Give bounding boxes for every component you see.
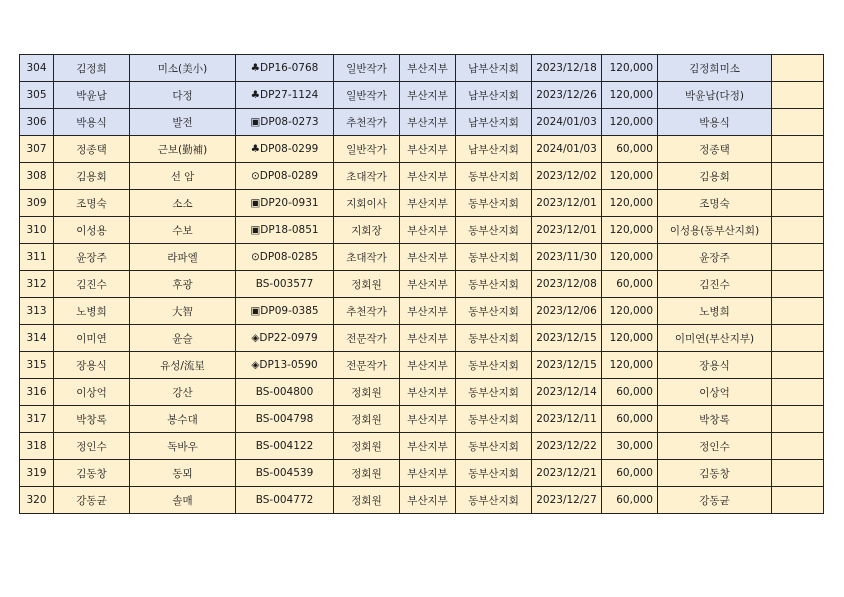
table-row xyxy=(20,379,824,406)
chapter-cell: 남부산지회 xyxy=(456,136,532,163)
depositor-cell: 정인수 xyxy=(658,433,772,460)
depositor-cell: 이성용(동부산지회) xyxy=(658,217,772,244)
chapter-cell: 동부산지회 xyxy=(456,217,532,244)
depositor-cell: 박윤남(다정) xyxy=(658,82,772,109)
note-cell xyxy=(772,460,824,487)
pen-name-cell: 근보(勤補) xyxy=(130,136,236,163)
member-table xyxy=(19,54,824,514)
grade-cell: 정회원 xyxy=(334,406,400,433)
row-number-cell: 313 xyxy=(20,298,54,325)
grade-cell: 일반작가 xyxy=(334,55,400,82)
row-number-cell: 312 xyxy=(20,271,54,298)
note-cell xyxy=(772,82,824,109)
note-cell xyxy=(772,55,824,82)
branch-cell: 부산지부 xyxy=(400,55,456,82)
branch-cell: 부산지부 xyxy=(400,271,456,298)
chapter-cell: 동부산지회 xyxy=(456,271,532,298)
pen-name-cell: 솔매 xyxy=(130,487,236,514)
branch-cell: 부산지부 xyxy=(400,379,456,406)
member-code-cell: ⊙DP08-0285 xyxy=(236,244,334,271)
table-row xyxy=(20,460,824,487)
note-cell xyxy=(772,244,824,271)
member-name-cell: 노병희 xyxy=(54,298,130,325)
branch-cell: 부산지부 xyxy=(400,244,456,271)
payment-date-cell: 2023/12/01 xyxy=(532,217,602,244)
member-name-cell: 이미연 xyxy=(54,325,130,352)
row-number-cell: 320 xyxy=(20,487,54,514)
table-row xyxy=(20,55,824,82)
branch-cell: 부산지부 xyxy=(400,433,456,460)
grade-cell: 추천작가 xyxy=(334,298,400,325)
table-row xyxy=(20,109,824,136)
grade-cell: 지회장 xyxy=(334,217,400,244)
member-name-cell: 이성용 xyxy=(54,217,130,244)
row-number-cell: 315 xyxy=(20,352,54,379)
chapter-cell: 동부산지회 xyxy=(456,298,532,325)
member-name-cell: 김동창 xyxy=(54,460,130,487)
pen-name-cell: 유성/流星 xyxy=(130,352,236,379)
note-cell xyxy=(772,406,824,433)
amount-cell: 60,000 xyxy=(602,136,658,163)
amount-cell: 60,000 xyxy=(602,406,658,433)
grade-cell: 정회원 xyxy=(334,379,400,406)
depositor-cell: 김동창 xyxy=(658,460,772,487)
chapter-cell: 동부산지회 xyxy=(456,487,532,514)
grade-cell: 전문작가 xyxy=(334,325,400,352)
member-name-cell: 김용회 xyxy=(54,163,130,190)
branch-cell: 부산지부 xyxy=(400,136,456,163)
note-cell xyxy=(772,163,824,190)
member-code-cell: ♣DP27-1124 xyxy=(236,82,334,109)
grade-cell: 정회원 xyxy=(334,487,400,514)
pen-name-cell: 강산 xyxy=(130,379,236,406)
table-row xyxy=(20,433,824,460)
member-name-cell: 이상억 xyxy=(54,379,130,406)
member-code-cell: ♣DP16-0768 xyxy=(236,55,334,82)
table-row xyxy=(20,352,824,379)
payment-date-cell: 2023/12/02 xyxy=(532,163,602,190)
note-cell xyxy=(772,109,824,136)
grade-cell: 일반작가 xyxy=(334,82,400,109)
table-row xyxy=(20,298,824,325)
branch-cell: 부산지부 xyxy=(400,217,456,244)
note-cell xyxy=(772,136,824,163)
grade-cell: 전문작가 xyxy=(334,352,400,379)
depositor-cell: 이미연(부산지부) xyxy=(658,325,772,352)
chapter-cell: 동부산지회 xyxy=(456,352,532,379)
member-code-cell: ▣DP18-0851 xyxy=(236,217,334,244)
row-number-cell: 314 xyxy=(20,325,54,352)
member-name-cell: 강동균 xyxy=(54,487,130,514)
member-name-cell: 정인수 xyxy=(54,433,130,460)
amount-cell: 120,000 xyxy=(602,325,658,352)
member-code-cell: ◈DP13-0590 xyxy=(236,352,334,379)
amount-cell: 120,000 xyxy=(602,109,658,136)
payment-date-cell: 2023/12/26 xyxy=(532,82,602,109)
payment-date-cell: 2023/12/22 xyxy=(532,433,602,460)
table-body xyxy=(20,55,824,514)
note-cell xyxy=(772,298,824,325)
grade-cell: 추천작가 xyxy=(334,109,400,136)
chapter-cell: 동부산지회 xyxy=(456,190,532,217)
pen-name-cell: 독바우 xyxy=(130,433,236,460)
branch-cell: 부산지부 xyxy=(400,109,456,136)
depositor-cell: 윤장주 xyxy=(658,244,772,271)
chapter-cell: 동부산지회 xyxy=(456,325,532,352)
branch-cell: 부산지부 xyxy=(400,487,456,514)
member-code-cell: ◈DP22-0979 xyxy=(236,325,334,352)
chapter-cell: 동부산지회 xyxy=(456,460,532,487)
depositor-cell: 김정희미소 xyxy=(658,55,772,82)
branch-cell: 부산지부 xyxy=(400,190,456,217)
chapter-cell: 동부산지회 xyxy=(456,163,532,190)
pen-name-cell: 미소(美小) xyxy=(130,55,236,82)
payment-date-cell: 2023/11/30 xyxy=(532,244,602,271)
amount-cell: 60,000 xyxy=(602,379,658,406)
payment-date-cell: 2023/12/01 xyxy=(532,190,602,217)
member-code-cell: ♣DP08-0299 xyxy=(236,136,334,163)
table-row xyxy=(20,325,824,352)
member-code-cell: ▣DP20-0931 xyxy=(236,190,334,217)
member-name-cell: 박윤남 xyxy=(54,82,130,109)
member-code-cell: ▣DP09-0385 xyxy=(236,298,334,325)
grade-cell: 정회원 xyxy=(334,460,400,487)
chapter-cell: 동부산지회 xyxy=(456,406,532,433)
pen-name-cell: 동뫼 xyxy=(130,460,236,487)
pen-name-cell: 선 암 xyxy=(130,163,236,190)
branch-cell: 부산지부 xyxy=(400,460,456,487)
table-row xyxy=(20,244,824,271)
payment-date-cell: 2023/12/27 xyxy=(532,487,602,514)
table-row xyxy=(20,217,824,244)
member-code-cell: BS-003577 xyxy=(236,271,334,298)
row-number-cell: 319 xyxy=(20,460,54,487)
member-name-cell: 박용식 xyxy=(54,109,130,136)
depositor-cell: 이상억 xyxy=(658,379,772,406)
payment-date-cell: 2023/12/11 xyxy=(532,406,602,433)
member-code-cell: BS-004798 xyxy=(236,406,334,433)
table-row xyxy=(20,406,824,433)
grade-cell: 지회이사 xyxy=(334,190,400,217)
chapter-cell: 동부산지회 xyxy=(456,433,532,460)
member-code-cell: ▣DP08-0273 xyxy=(236,109,334,136)
note-cell xyxy=(772,217,824,244)
note-cell xyxy=(772,433,824,460)
payment-date-cell: 2023/12/14 xyxy=(532,379,602,406)
grade-cell: 정회원 xyxy=(334,433,400,460)
row-number-cell: 309 xyxy=(20,190,54,217)
member-code-cell: BS-004800 xyxy=(236,379,334,406)
member-name-cell: 박창록 xyxy=(54,406,130,433)
depositor-cell: 정종택 xyxy=(658,136,772,163)
grade-cell: 초대작가 xyxy=(334,244,400,271)
member-name-cell: 정종택 xyxy=(54,136,130,163)
branch-cell: 부산지부 xyxy=(400,325,456,352)
chapter-cell: 남부산지회 xyxy=(456,82,532,109)
depositor-cell: 노병희 xyxy=(658,298,772,325)
depositor-cell: 강동균 xyxy=(658,487,772,514)
member-code-cell: BS-004122 xyxy=(236,433,334,460)
amount-cell: 120,000 xyxy=(602,55,658,82)
row-number-cell: 310 xyxy=(20,217,54,244)
member-name-cell: 김진수 xyxy=(54,271,130,298)
branch-cell: 부산지부 xyxy=(400,406,456,433)
depositor-cell: 박창록 xyxy=(658,406,772,433)
branch-cell: 부산지부 xyxy=(400,298,456,325)
payment-date-cell: 2024/01/03 xyxy=(532,136,602,163)
amount-cell: 30,000 xyxy=(602,433,658,460)
depositor-cell: 장용식 xyxy=(658,352,772,379)
payment-date-cell: 2023/12/08 xyxy=(532,271,602,298)
table-row xyxy=(20,136,824,163)
note-cell xyxy=(772,190,824,217)
row-number-cell: 307 xyxy=(20,136,54,163)
payment-date-cell: 2024/01/03 xyxy=(532,109,602,136)
payment-date-cell: 2023/12/18 xyxy=(532,55,602,82)
chapter-cell: 동부산지회 xyxy=(456,244,532,271)
member-code-cell: BS-004539 xyxy=(236,460,334,487)
branch-cell: 부산지부 xyxy=(400,352,456,379)
depositor-cell: 조명숙 xyxy=(658,190,772,217)
amount-cell: 60,000 xyxy=(602,271,658,298)
depositor-cell: 김진수 xyxy=(658,271,772,298)
pen-name-cell: 수보 xyxy=(130,217,236,244)
table-row xyxy=(20,82,824,109)
chapter-cell: 동부산지회 xyxy=(456,379,532,406)
note-cell xyxy=(772,325,824,352)
depositor-cell: 김용회 xyxy=(658,163,772,190)
row-number-cell: 305 xyxy=(20,82,54,109)
pen-name-cell: 윤슬 xyxy=(130,325,236,352)
row-number-cell: 318 xyxy=(20,433,54,460)
payment-date-cell: 2023/12/06 xyxy=(532,298,602,325)
row-number-cell: 304 xyxy=(20,55,54,82)
grade-cell: 초대작가 xyxy=(334,163,400,190)
amount-cell: 60,000 xyxy=(602,487,658,514)
pen-name-cell: 라파엘 xyxy=(130,244,236,271)
note-cell xyxy=(772,487,824,514)
chapter-cell: 남부산지회 xyxy=(456,55,532,82)
note-cell xyxy=(772,271,824,298)
row-number-cell: 317 xyxy=(20,406,54,433)
member-code-cell: ⊙DP08-0289 xyxy=(236,163,334,190)
note-cell xyxy=(772,379,824,406)
member-name-cell: 김정희 xyxy=(54,55,130,82)
table-row xyxy=(20,271,824,298)
amount-cell: 120,000 xyxy=(602,352,658,379)
pen-name-cell: 소소 xyxy=(130,190,236,217)
amount-cell: 120,000 xyxy=(602,298,658,325)
amount-cell: 120,000 xyxy=(602,244,658,271)
branch-cell: 부산지부 xyxy=(400,82,456,109)
payment-date-cell: 2023/12/15 xyxy=(532,325,602,352)
pen-name-cell: 발전 xyxy=(130,109,236,136)
member-code-cell: BS-004772 xyxy=(236,487,334,514)
chapter-cell: 남부산지회 xyxy=(456,109,532,136)
payment-date-cell: 2023/12/21 xyxy=(532,460,602,487)
pen-name-cell: 봉수대 xyxy=(130,406,236,433)
pen-name-cell: 大智 xyxy=(130,298,236,325)
amount-cell: 60,000 xyxy=(602,460,658,487)
branch-cell: 부산지부 xyxy=(400,163,456,190)
depositor-cell: 박용식 xyxy=(658,109,772,136)
member-name-cell: 윤장주 xyxy=(54,244,130,271)
row-number-cell: 308 xyxy=(20,163,54,190)
grade-cell: 일반작가 xyxy=(334,136,400,163)
amount-cell: 120,000 xyxy=(602,163,658,190)
row-number-cell: 311 xyxy=(20,244,54,271)
row-number-cell: 316 xyxy=(20,379,54,406)
note-cell xyxy=(772,352,824,379)
payment-date-cell: 2023/12/15 xyxy=(532,352,602,379)
table-row xyxy=(20,190,824,217)
amount-cell: 120,000 xyxy=(602,217,658,244)
row-number-cell: 306 xyxy=(20,109,54,136)
amount-cell: 120,000 xyxy=(602,82,658,109)
grade-cell: 정회원 xyxy=(334,271,400,298)
amount-cell: 120,000 xyxy=(602,190,658,217)
member-name-cell: 조명숙 xyxy=(54,190,130,217)
table-row xyxy=(20,163,824,190)
pen-name-cell: 후광 xyxy=(130,271,236,298)
member-name-cell: 장용식 xyxy=(54,352,130,379)
pen-name-cell: 다정 xyxy=(130,82,236,109)
table-row xyxy=(20,487,824,514)
